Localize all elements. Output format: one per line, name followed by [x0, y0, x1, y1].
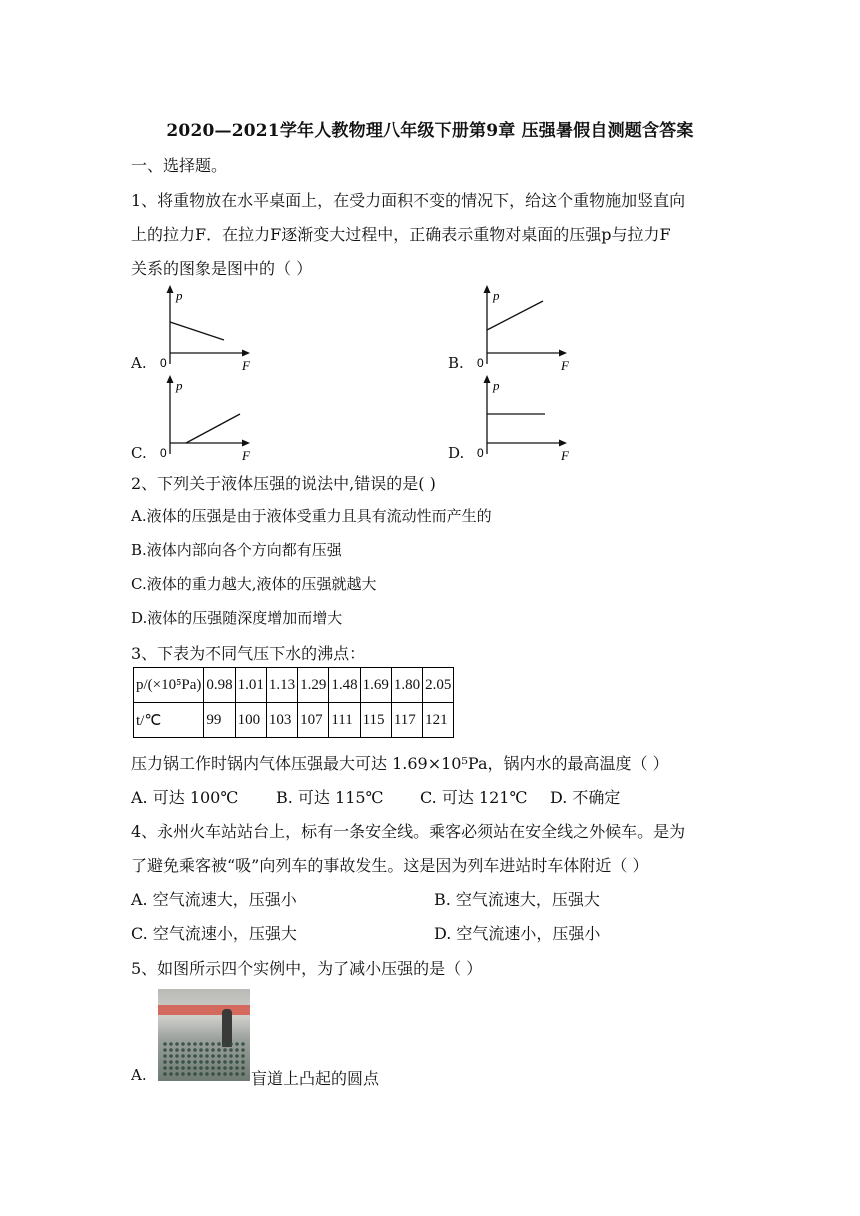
table-cell: 1.29	[298, 668, 329, 703]
q1-text-line3: 关系的图象是图中的（ ）	[131, 259, 313, 278]
table-cell: 0.98	[204, 668, 235, 703]
section-heading: 一、选择题。	[131, 156, 228, 175]
graph-b-line	[487, 301, 543, 330]
graph-c-line	[186, 414, 240, 443]
q1-option-b-label: B.	[448, 354, 464, 372]
q1-graph-c	[150, 372, 260, 462]
graph-b-origin: 0	[477, 356, 484, 370]
graph-d-origin: 0	[477, 446, 484, 460]
q2-option-a: A.液体的压强是由于液体受重力且具有流动性而产生的	[131, 507, 492, 525]
graph-c-f-label: F	[242, 448, 250, 462]
q5-stem: 5、如图所示四个实例中，为了减小压强的是（ ）	[131, 959, 483, 978]
q2-stem: 2、下列关于液体压强的说法中,错误的是( )	[131, 474, 436, 493]
table-cell: 1.01	[235, 668, 266, 703]
table-cell: 115	[360, 703, 391, 738]
q1-option-c-label: C.	[131, 444, 147, 462]
q5-option-a-caption: 盲道上凸起的圆点	[251, 1069, 380, 1088]
graph-a-line	[170, 322, 224, 340]
table-cell: 1.48	[329, 668, 360, 703]
q3-option-c: C. 可达 121℃	[420, 788, 528, 807]
q4-option-b: B. 空气流速大，压强大	[434, 890, 600, 909]
q1-option-a-label: A.	[131, 354, 147, 372]
q5-option-a-label: A.	[131, 1066, 147, 1084]
table-cell: 100	[235, 703, 266, 738]
q4-text-line2: 了避免乘客被“吸”向列车的事故发生。这是因为列车进站时车体附近（ ）	[131, 856, 649, 875]
graph-d-p-label: p	[493, 378, 500, 393]
q4-option-a: A. 空气流速大，压强小	[131, 890, 297, 909]
boiling-point-table	[133, 667, 454, 738]
table-cell: 117	[391, 703, 422, 738]
graph-a-f-label: F	[242, 358, 250, 372]
table-cell: 1.69	[360, 668, 391, 703]
q3-option-a: A. 可达 100℃	[131, 788, 239, 807]
q1-graph-b	[467, 282, 579, 372]
table-cell: 103	[266, 703, 297, 738]
q1-option-d-label: D.	[448, 444, 465, 462]
graph-b-p-label: p	[493, 288, 500, 303]
graph-b-f-label: F	[561, 358, 569, 372]
table-cell: 107	[298, 703, 329, 738]
q3-option-b: B. 可达 115℃	[276, 788, 384, 807]
q1-text-line2: 上的拉力F．在拉力F逐渐变大过程中，正确表示重物对桌面的压强p与拉力F	[131, 225, 671, 244]
table-cell: 111	[329, 703, 360, 738]
q1-graph-a	[150, 282, 260, 372]
table-row-header: t/℃	[134, 703, 204, 738]
q2-option-b: B.液体内部向各个方向都有压强	[131, 541, 342, 559]
q3-option-d: D. 不确定	[550, 788, 621, 807]
graph-d-f-label: F	[561, 448, 569, 462]
table-cell: 1.13	[266, 668, 297, 703]
table-cell: 121	[423, 703, 454, 738]
q2-option-d: D.液体的压强随深度增加而增大	[131, 609, 343, 627]
document-title: 2020—2021学年人教物理八年级下册第9章 压强暑假自测题含答案	[166, 121, 694, 141]
table-cell: 2.05	[423, 668, 454, 703]
graph-a-p-label: p	[176, 288, 183, 303]
tactile-paving-photo	[158, 989, 250, 1081]
q4-text-line1: 4、永州火车站站台上，标有一条安全线。乘客必须站在安全线之外候车。是为	[131, 822, 686, 841]
q3-stem: 3、下表为不同气压下水的沸点：	[131, 644, 366, 663]
graph-a-origin: 0	[160, 356, 167, 370]
q2-option-c: C.液体的重力越大,液体的压强就越大	[131, 575, 377, 593]
table-row-header: p/(×10⁵Pa)	[134, 668, 204, 703]
q1-graph-d	[467, 372, 579, 462]
table-cell: 99	[204, 703, 235, 738]
q3-followup: 压力锅工作时锅内气体压强最大可达 1.69×10⁵Pa，锅内水的最高温度（ ）	[131, 754, 669, 773]
table-row	[134, 703, 454, 738]
q4-option-d: D. 空气流速小，压强小	[434, 924, 601, 943]
table-cell: 1.80	[391, 668, 422, 703]
graph-c-p-label: p	[176, 378, 183, 393]
graph-c-origin: 0	[160, 446, 167, 460]
q4-option-c: C. 空气流速小，压强大	[131, 924, 297, 943]
q1-text-line1: 1、将重物放在水平桌面上，在受力面积不变的情况下，给这个重物施加竖直向	[131, 191, 686, 210]
table-row	[134, 668, 454, 703]
